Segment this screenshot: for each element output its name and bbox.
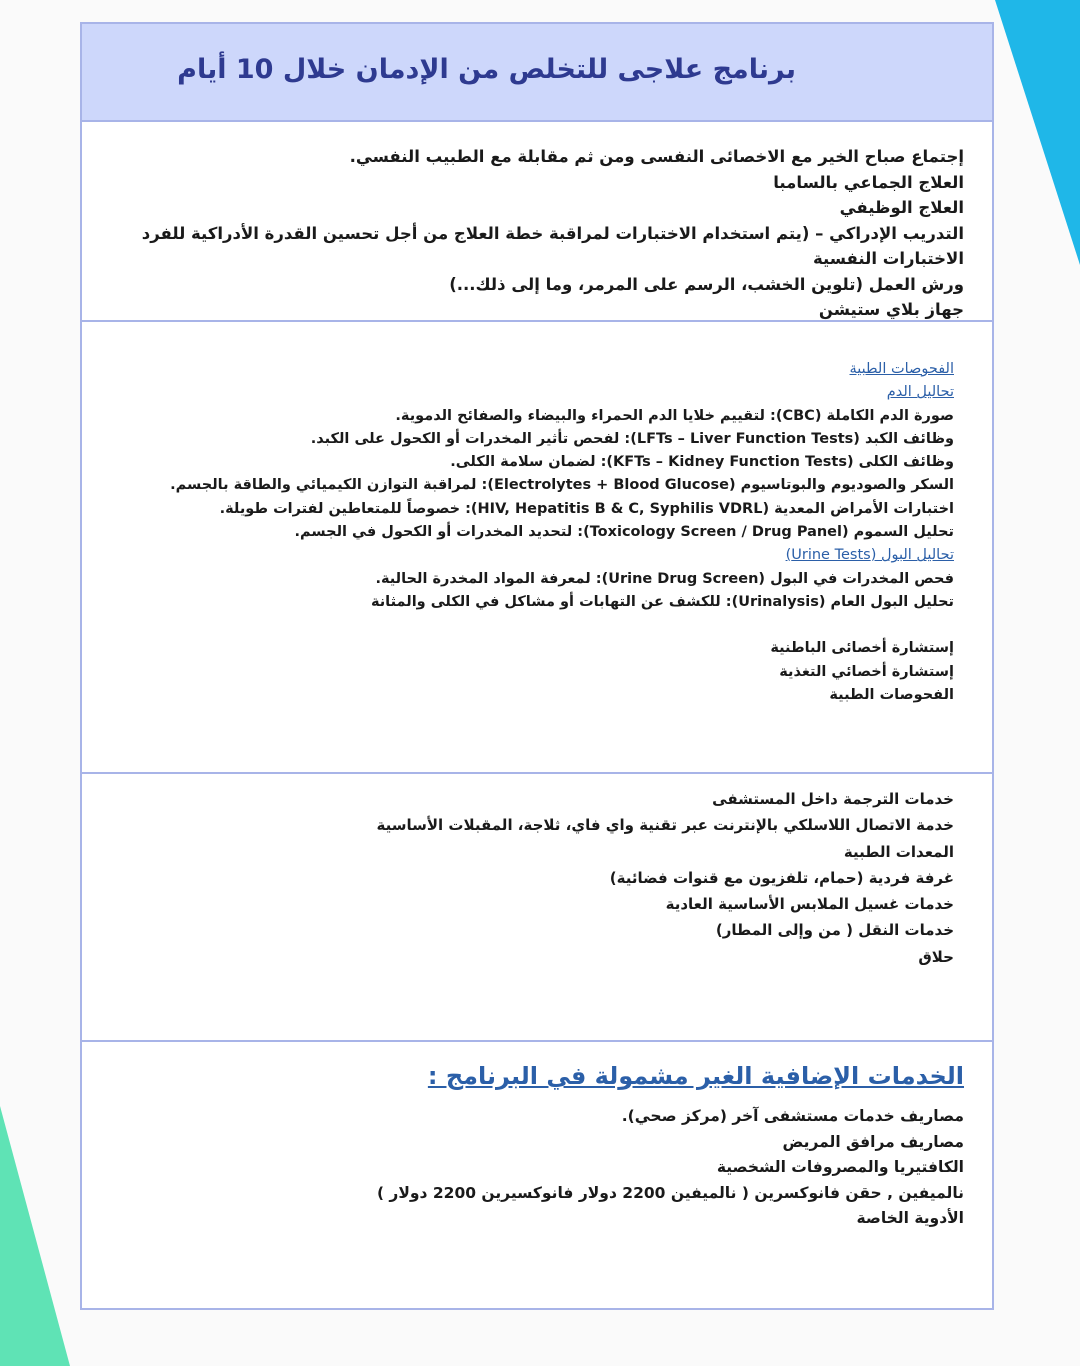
extra-service-item: نالميفين , حقن فانوكسرين ( نالميفين 2200 دولار فانوكسيرين 2200 دولار ) — [376, 1183, 964, 1202]
medical-tests-heading: الفحوصات الطبية — [849, 361, 954, 377]
blood-test-item: صورة الدم الكاملة (CBC): لتقييم خلايا الدم الحمراء والبيضاء والصفائح الدموية. — [395, 407, 954, 424]
spacer — [170, 614, 954, 637]
blood-test-item: وظائف الكبد (LFTs – Liver Function Tests): لفحص تأثير المخدرات أو الكحول على الكبد. — [310, 430, 954, 447]
decorative-corner-triangle-bottom — [0, 1106, 70, 1366]
urine-test-item: تحليل البول العام (Urinalysis): للكشف عن التهابات أو مشاكل في الكلى والمثانة — [370, 593, 954, 610]
extra-service-item: مصاريف مرافق المريض — [782, 1132, 964, 1151]
program-list — [142, 144, 964, 323]
blood-tests-heading: تحاليل الدم — [886, 384, 954, 401]
program-item: الاختبارات النفسية — [813, 249, 964, 268]
urine-tests-heading: تحاليل البول (Urine Tests) — [785, 547, 954, 564]
extra-service-item: مصاريف خدمات مستشفى آخر (مركز صحي). — [621, 1107, 964, 1125]
blood-test-item: السكر والصوديوم والبوتاسيوم (Electrolytes + Blood Glucose): لمراقبة التوازن الكيميائي والطاقة بالجسم. — [170, 477, 954, 494]
service-item: خدمة الاتصال اللاسلكي بالإنترنت عبر تقنية واي فاي، ثلاجة، المقبلات الأساسية — [376, 816, 954, 835]
extra-service-item: الكافتيريا والمصروفات الشخصية — [716, 1158, 964, 1176]
medical-section — [82, 322, 992, 774]
service-item: خدمات غسيل الملابس الأساسية العادية — [665, 895, 954, 914]
extra-service-item: الأدوية الخاصة — [856, 1209, 964, 1227]
blood-test-item: وظائف الكلى (KFTs – Kidney Function Tests): لضمان سلامة الكلى. — [450, 454, 954, 471]
service-item: حلاق — [918, 947, 954, 966]
consult-item: إستشارة أخصائى الباطنية — [770, 640, 954, 657]
page-title: برنامج علاجى للتخلص من الإدمان خلال 10 أيام — [177, 54, 796, 85]
service-item: خدمات النقل ( من وإلى المطار) — [715, 921, 954, 940]
program-item: ورش العمل (تلوين الخشب، الرسم على المرمر، وما إلى ذلك...) — [449, 274, 964, 294]
document-frame — [80, 22, 994, 1310]
service-item: خدمات الترجمة داخل المستشفى — [712, 790, 954, 808]
blood-test-item: تحليل السموم (Toxicology Screen / Drug Panel): لتحديد المخدرات أو الكحول في الجسم. — [294, 524, 954, 541]
program-item: جهاز بلاي ستيشن — [818, 300, 964, 319]
services-section — [82, 774, 992, 1042]
medical-list — [170, 358, 954, 707]
service-item: المعدات الطبية — [843, 842, 954, 861]
program-item: العلاج الوظيفي — [839, 198, 964, 217]
program-item: التدريب الإدراكي – (يتم استخدام الاختبارات لمراقبة خطة العلاج من أجل تحسين القدرة الأدراكية للفرد — [141, 223, 964, 243]
program-item: العلاج الجماعي بالسامبا — [773, 172, 964, 192]
title-section — [82, 24, 992, 122]
decorative-corner-triangle-top — [995, 0, 1080, 265]
urine-test-item: فحص المخدرات في البول (Urine Drug Screen): لمعرفة المواد المخدرة الحالية. — [375, 570, 954, 587]
extra-services-heading: الخدمات الإضافية الغير مشمولة في البرنامج : — [427, 1062, 964, 1090]
extra-services-list — [377, 1104, 964, 1232]
program-item: إجتماع صباح الخير مع الاخصائى النفسى ومن ثم مقابلة مع الطبيب النفسي. — [349, 147, 964, 166]
extra-services-section — [82, 1042, 992, 1308]
consult-item: الفحوصات الطبية — [829, 686, 954, 703]
services-list — [376, 786, 954, 970]
blood-test-item: اختبارات الأمراض المعدية (HIV, Hepatitis B & C, Syphilis VDRL): خصوصاً للمتعاطين لفترات طويلة. — [219, 500, 954, 517]
program-section — [82, 122, 992, 322]
consult-item: إستشارة أخصائي التغذية — [779, 663, 954, 680]
service-item: غرفة فردية (حمام، تلفزيون مع قنوات فضائية) — [609, 868, 954, 887]
